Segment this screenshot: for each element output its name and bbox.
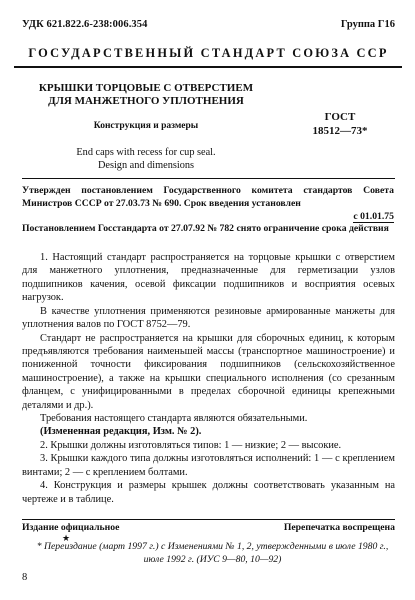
standard-title: ГОСУДАРСТВЕННЫЙ СТАНДАРТ СОЮЗА ССР xyxy=(28,46,389,60)
official-edition-label: Издание официальное xyxy=(22,522,120,533)
title-line-1: КРЫШКИ ТОРЦОВЫЕ С ОТВЕРСТИЕМ xyxy=(38,82,254,94)
gost-designation xyxy=(295,110,385,139)
paragraph-4: Требования настоящего стандарта являются обязательными. xyxy=(40,413,308,425)
gost-number: 18512—73* xyxy=(312,125,368,138)
approval-date xyxy=(22,211,394,222)
english-title-line-2: Design and dimensions xyxy=(97,159,195,171)
group-code: Группа Г16 xyxy=(340,19,395,30)
amendment-note: (Измененная редакция, Изм. № 2). xyxy=(40,426,202,438)
reprint-prohibited-label: Перепечатка воспрещена xyxy=(283,522,395,533)
paragraph-1: 1. Настоящий стандарт распространяется на торцовые крышки с отверстием для манжетного уплотнения, предназначенные для герметизации узлов подшипников качения, осевой фиксации подшипников и восприятия осевых нагрузок. xyxy=(22,252,395,304)
middle-divider xyxy=(22,178,395,179)
star-mark: ★ xyxy=(62,533,71,543)
paragraph-6: 3. Крышки каждого типа должны изготовляться исполнений: 1 — с креплением винтами; 2 — с креплением болтами. xyxy=(22,453,395,478)
paragraph-5: 2. Крышки должны изготовляться типов: 1 — низкие; 2 — высокие. xyxy=(40,439,342,451)
paragraph-7: 4. Конструкция и размеры крышек должны соответствовать указанным на чертеже и в таблице. xyxy=(22,480,395,505)
approval-date-value: с 01.01.75 xyxy=(353,211,394,222)
reprint-footnote: * Переиздание (март 1997 г.) с Изменениями № 1, 2, утвержденными в июле 1980 г., июле 1992 г. (ИУС 9—80, 10—92) xyxy=(36,541,389,565)
english-title xyxy=(22,147,270,173)
approval-text: Утвержден постановлением Государственного комитета стандартов Совета Министров СССР от 27.03.73 № 690. Срок введения установлен xyxy=(22,185,394,209)
bottom-divider xyxy=(22,519,395,520)
paragraph-3: Стандарт не распространяется на крышки для сборочных единиц, к которым предъявляются требования наименьшей массы (транспортное машиностроение) и пониженной точности фиксирования подшипников (сельскохозяйственное машиностроение), а также на крышки специального исполнения (со срезанным фланцем, с унифицированными в пределах сборочной единицы крепежными деталями и др.). xyxy=(22,332,395,411)
resolution-text: Постановлением Госстандарта от 27.07.92 № 782 снято ограничение срока действия xyxy=(22,223,389,234)
page-number: 8 xyxy=(22,572,28,583)
english-title-line-1: End caps with recess for cup seal. xyxy=(76,147,216,158)
paragraph-2: В качестве уплотнения применяются резиновые армированные манжеты для уплотнения валов по ГОСТ 8752—79. xyxy=(22,305,395,331)
body-text xyxy=(22,251,395,506)
udk-code: УДК 621.822.6-238:006.354 xyxy=(22,19,148,30)
top-divider xyxy=(14,66,402,68)
document-subtitle: Конструкция и размеры xyxy=(93,121,199,131)
document-title xyxy=(22,82,270,107)
gost-label: ГОСТ xyxy=(324,111,356,123)
title-line-2: ДЛЯ МАНЖЕТНОГО УПЛОТНЕНИЯ xyxy=(48,94,244,107)
